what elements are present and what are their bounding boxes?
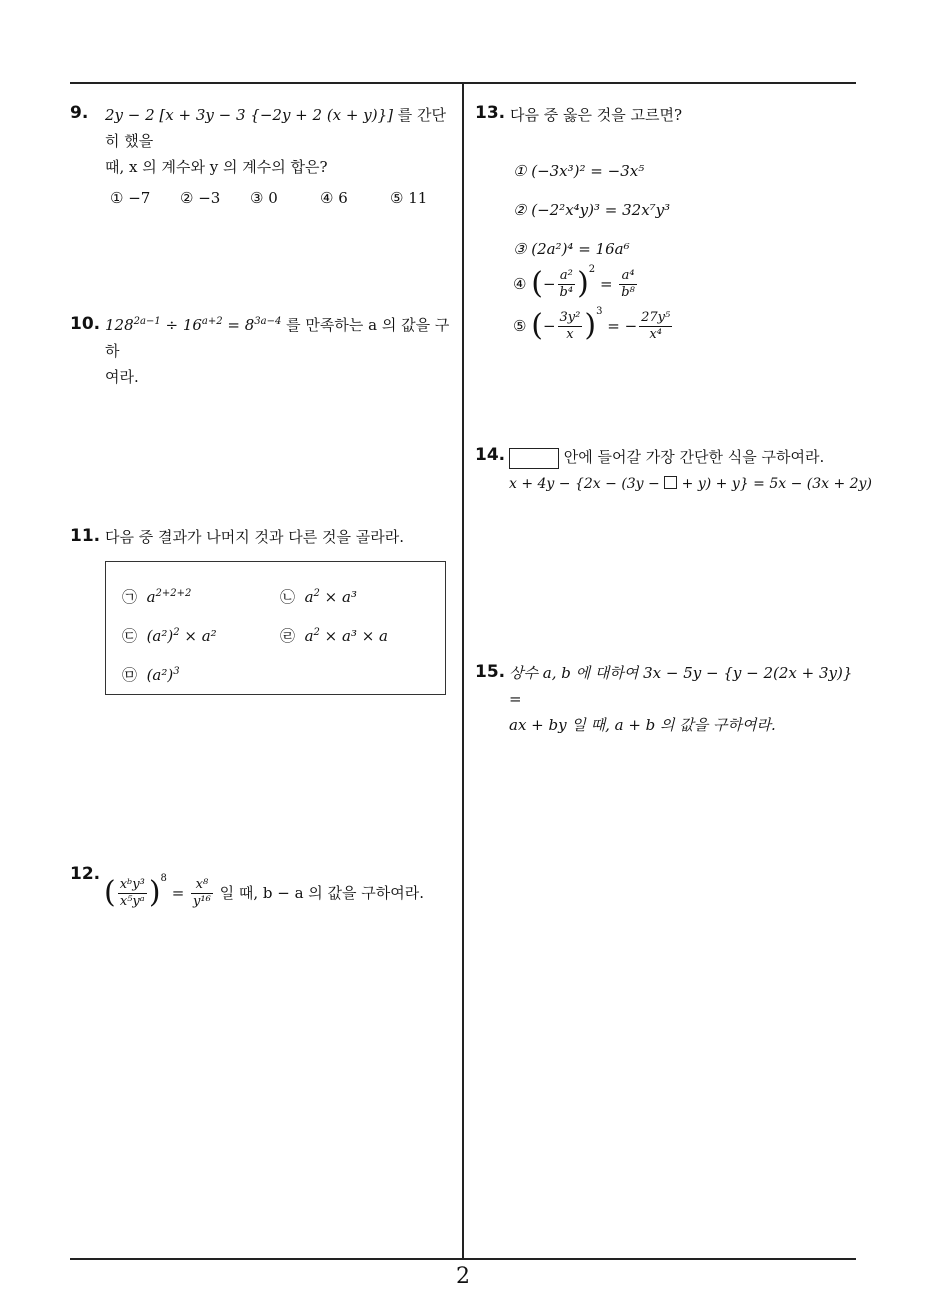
q9-option-4[interactable]: ④ 6 — [320, 189, 348, 207]
q11-choice-box — [105, 561, 446, 695]
q13-option-2[interactable]: ② (−2²x⁴y)³ = 32x⁷y³ — [513, 201, 671, 219]
q9-option-5[interactable]: ⑤ 11 — [390, 189, 428, 207]
q12-lhs-fraction: $\frac{\text{xᵇy³}}{\text{x⁵yᵃ}}$ — [119, 876, 145, 909]
q11-item-a[interactable]: ㉠ $a^{2+2+2}$ — [122, 588, 192, 606]
q9-text-2: 때, x 의 계수와 y 의 계수의 합은? — [105, 158, 328, 176]
q12-rhs-fraction: $\frac{\text{x⁸}}{\text{y¹⁶}}$ — [193, 876, 211, 909]
q14-stem — [509, 444, 824, 470]
q14-answer-blank[interactable] — [509, 448, 559, 469]
q10-expression: $128^{2a-1} \div 16^{a+2} = 8^{3a-4}$ — [105, 316, 282, 334]
q9-option-2[interactable]: ② −3 — [180, 189, 221, 207]
q11-item-b[interactable]: ㉡ $a^2 \times a^3$ — [280, 588, 357, 606]
q10-stem — [105, 312, 460, 390]
q14-number: 14. — [475, 445, 506, 465]
q13-option-4[interactable]: ④ (− $\frac{\text{a²}}{\text{b⁴}}$ )$^2$ = $\frac{\text{a⁴}}{\text{b⁸}}$ — [513, 264, 635, 301]
q14-equation: x + 4y − {2x − (3y − + y) + y} = 5x − (3x + 2y) — [509, 476, 872, 492]
q10-text-2: 여라. — [105, 368, 139, 386]
q12-text: 일 때, b − a 의 값을 구하여라. — [214, 884, 425, 902]
bottom-rule — [70, 1258, 856, 1260]
q9-number: 9. — [70, 103, 89, 123]
q11-item-d[interactable]: ㉣ $a^2 \times a^3 \times a$ — [280, 627, 388, 645]
column-divider — [462, 82, 464, 1259]
q10-text-1: 를 만족하는 a 의 값을 구하 — [105, 316, 450, 360]
q15-line-2: ax + by 일 때, a + b 의 값을 구하여라. — [509, 716, 776, 734]
q12-number: 12. — [70, 864, 101, 884]
q15-stem — [509, 660, 859, 738]
q11-item-c[interactable]: ㉢ $(a^2)^2 \times a^2$ — [122, 627, 217, 645]
q13-number: 13. — [475, 103, 506, 123]
q15-line-1: 상수 a, b 에 대하여 3x − 5y − {y − 2(2x + 3y)} = — [509, 664, 853, 708]
q13-stem: 다음 중 옳은 것을 고르면? — [510, 106, 683, 124]
q12-lhs-exponent: 8 — [160, 873, 167, 884]
q14-square-placeholder — [664, 476, 677, 489]
q13-option-3[interactable]: ③ (2a²)⁴ = 16a⁶ — [513, 240, 630, 258]
q9-text-1: 를 간단히 했을 — [105, 106, 446, 150]
q11-item-e[interactable]: ㉤ $(a^2)^3$ — [122, 666, 180, 684]
q9-option-3[interactable]: ③ 0 — [250, 189, 278, 207]
q9-option-1[interactable]: ① −7 — [110, 189, 151, 207]
q13-option-5[interactable]: ⑤ (− $\frac{\text{3y²}}{x}$ )$^3$ = − $\frac{\text{27y⁵}}{\text{x⁴}}$ — [513, 306, 671, 343]
q15-number: 15. — [475, 662, 506, 682]
page-number: 2 — [456, 1264, 470, 1289]
q10-number: 10. — [70, 314, 101, 334]
q9-stem — [105, 102, 455, 180]
q9-expression: 2y − 2 [x + 3y − 3 {−2y + 2 (x + y)}] — [105, 106, 393, 124]
q11-number: 11. — [70, 526, 101, 546]
q12-stem: ( $\frac{\text{xᵇy³}}{\text{x⁵yᵃ}}$ )$^8$ = $\frac{\text{x⁸}}{\text{y¹⁶}}$ 일 때, b − a 의 값을 구하여라. — [104, 873, 425, 910]
q13-option-1[interactable]: ① (−3x³)² = −3x⁵ — [513, 162, 645, 180]
q11-stem: 다음 중 결과가 나머지 것과 다른 것을 골라라. — [105, 528, 404, 546]
q14-text: 안에 들어갈 가장 간단한 식을 구하여라. — [559, 448, 825, 466]
